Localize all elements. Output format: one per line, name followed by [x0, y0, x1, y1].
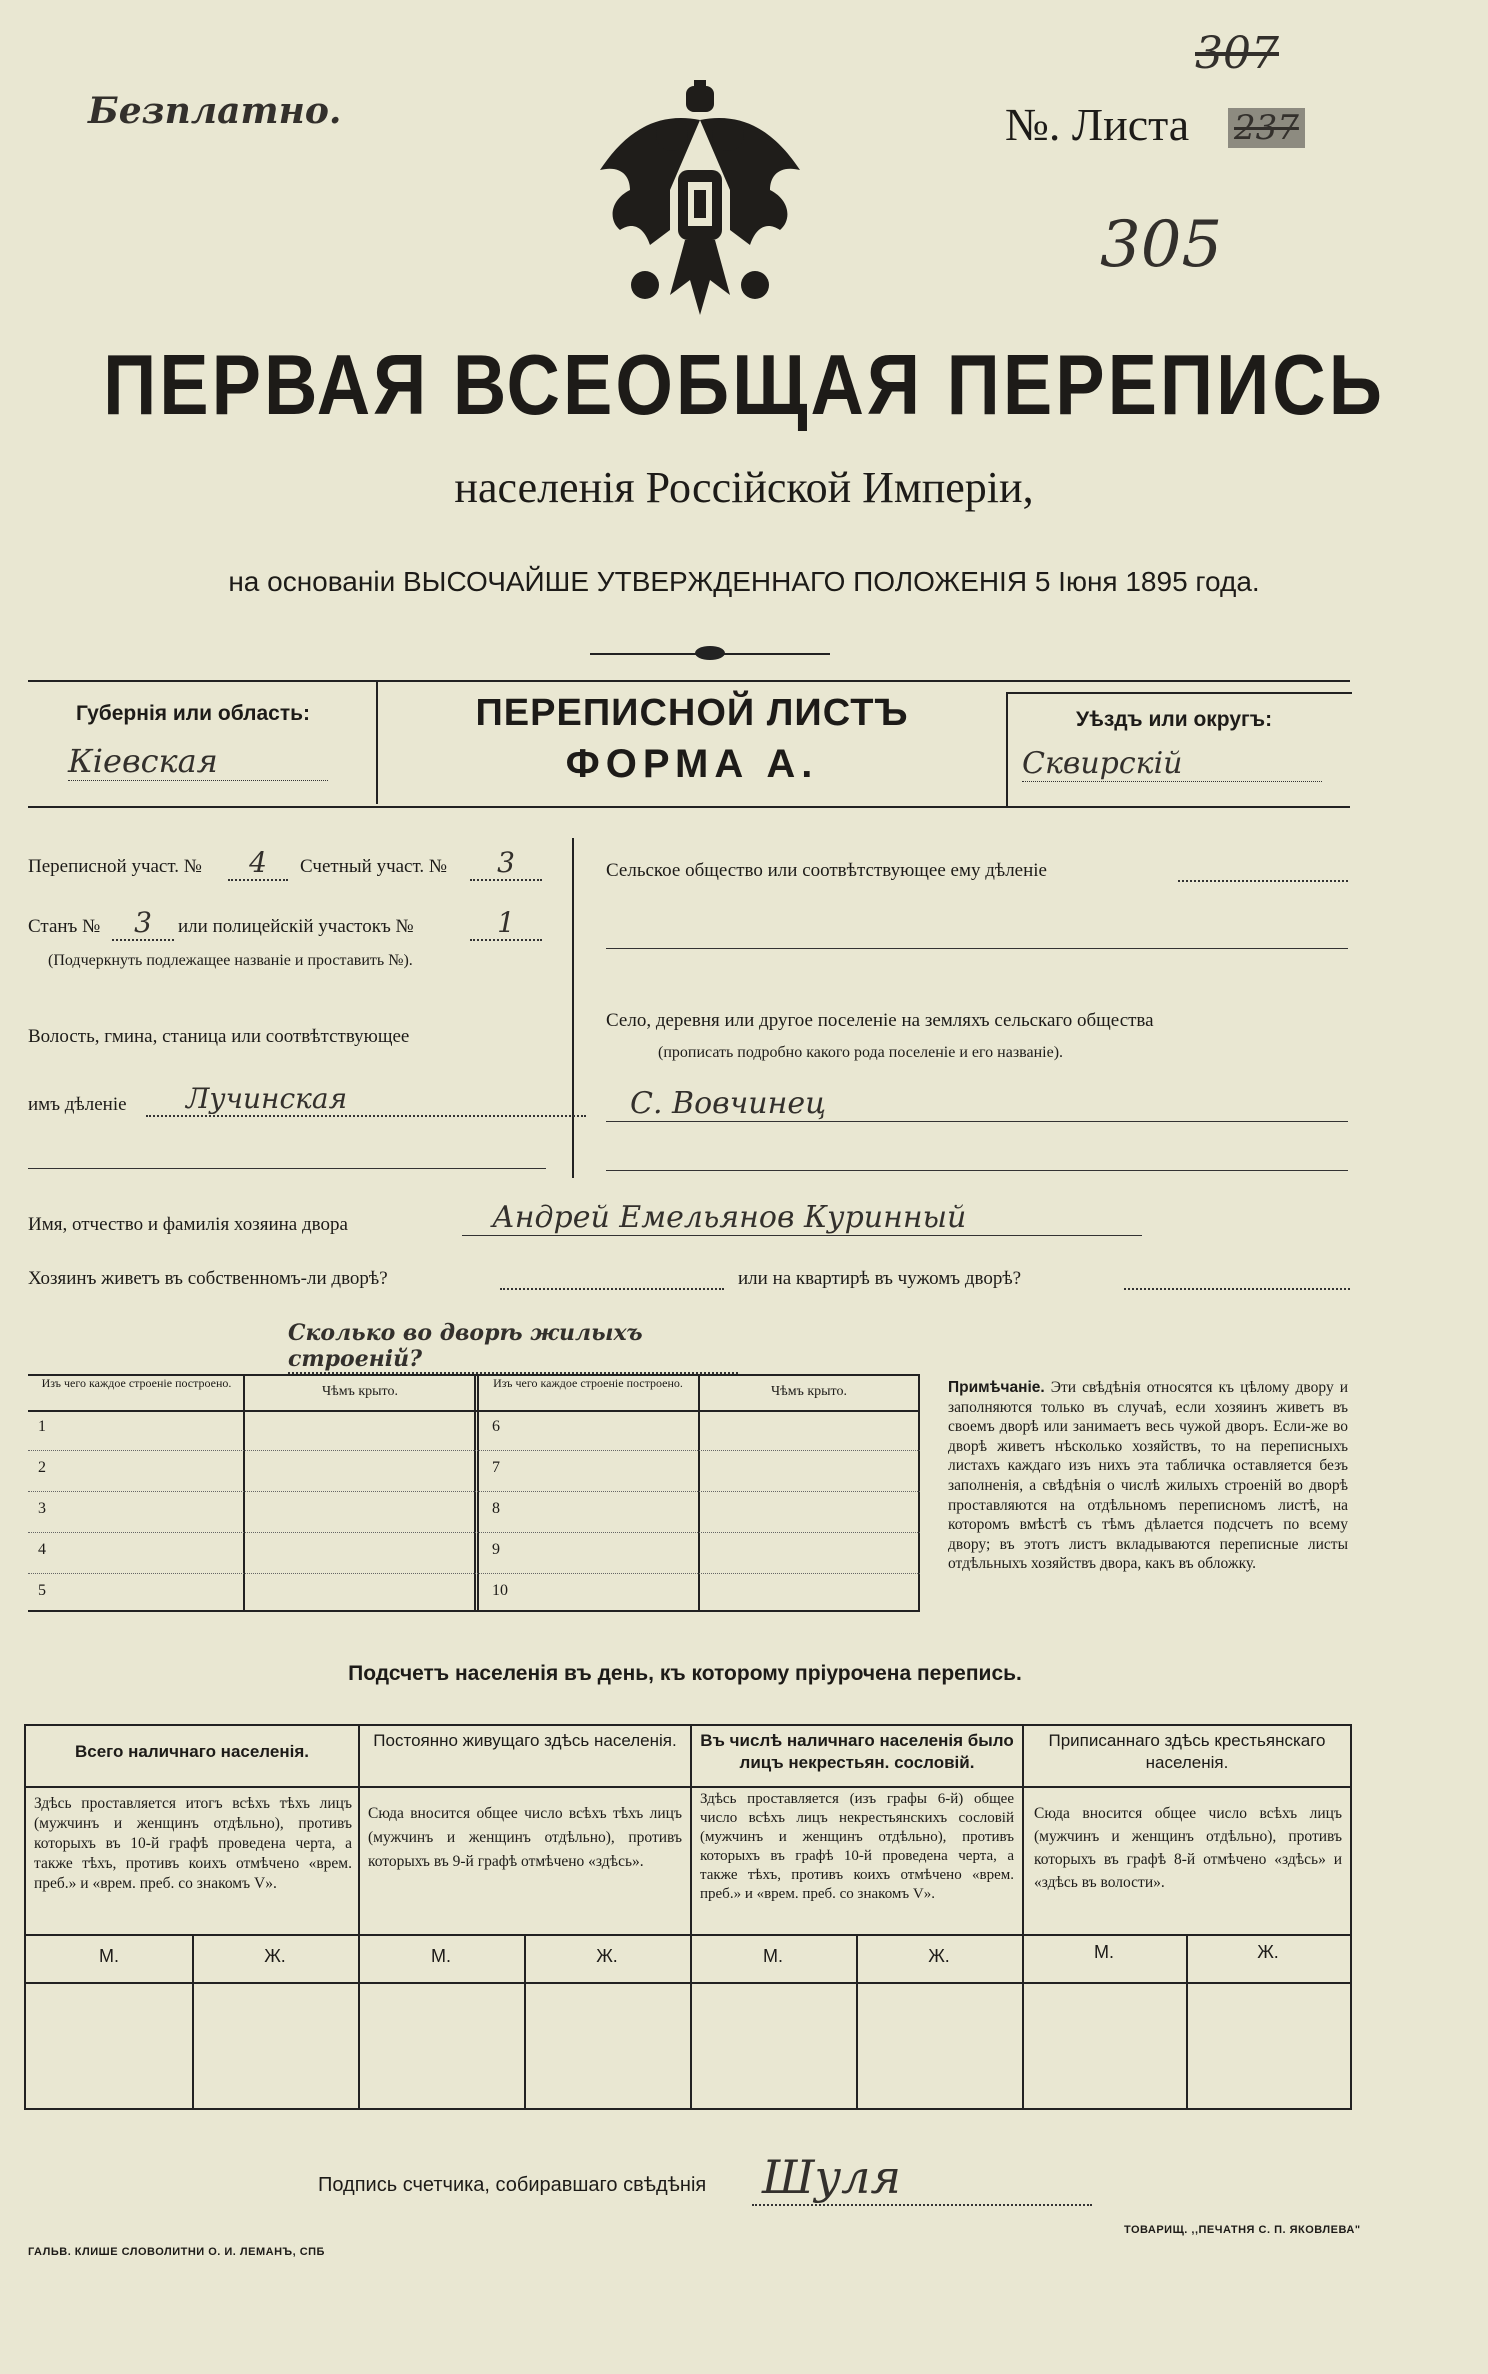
sheet-number-value: 237 [1228, 108, 1305, 148]
stan-value: 3 [112, 906, 174, 941]
volost-extra-line [28, 1168, 546, 1169]
table-row: 4 9 [28, 1533, 920, 1574]
footer-right: ТОВАРИЩ. ,,ПЕЧАТНЯ С. П. ЯКОВЛЕВА" [1124, 2224, 1361, 2236]
province-cell [28, 680, 378, 804]
fields-divider [572, 838, 574, 1178]
district-cell [1006, 692, 1352, 806]
nonpeasant-male-label: М. [763, 1946, 783, 1966]
count-col-permanent-desc: Сюда вносится общее число всѣхъ тѣхъ лицъ (мужчинъ и женщинъ отдѣльно), противъ которыхъ въ 9-й графѣ отмѣчено «здѣсь». [368, 1805, 682, 1870]
society-label: Сельское общество или соотвѣтствующее ему дѣленіе [606, 860, 1047, 881]
permanent-female-label: Ж. [596, 1946, 618, 1966]
village-extra-line [606, 1170, 1348, 1171]
table-row: 1 6 [28, 1410, 920, 1451]
owner-name-label: Имя, отчество и фамилія хозяина двора [28, 1214, 348, 1235]
signature-label: Подпись счетчика, собиравшаго свѣдѣнія [318, 2174, 707, 2196]
total-male-label: М. [99, 1946, 119, 1966]
sheet-number-label: №. Листа [1005, 99, 1190, 150]
archive-number-top: 307 [1195, 28, 1279, 79]
table-row: 2 7 [28, 1451, 920, 1492]
col-material-left: Изъ чего каждое строеніе построено. [41, 1376, 232, 1390]
province-label: Губернія или область: [76, 702, 311, 725]
buildings-question: Сколько во дворѣ жилыхъ строеній? [288, 1320, 738, 1374]
double-headed-eagle-emblem [590, 80, 810, 325]
table-row: 5 10 [38, 1582, 508, 1599]
district-value: Сквирскій [1022, 746, 1322, 782]
society-line-2 [606, 948, 1348, 949]
table-row: 3 8 [28, 1492, 920, 1533]
count-col-total-header: Всего наличнаго населенія. [75, 1742, 309, 1761]
document-title: ПЕРВАЯ ВСЕОБЩАЯ ПЕРЕПИСЬ [103, 336, 1385, 433]
document-subtitle: населенія Россійской Имперіи, [454, 463, 1034, 512]
free-label: Безплатно. [88, 90, 342, 132]
census-district-value: 4 [228, 846, 288, 881]
census-district-label: Переписной участ. № [28, 856, 202, 877]
district-label: Уѣздъ или округъ: [1076, 708, 1273, 731]
remark-block [948, 1378, 1348, 1574]
signature-value: Шуля [752, 2150, 1092, 2206]
ornament-divider [590, 650, 830, 658]
count-col-registered-desc: Сюда вносится общее число всѣхъ лицъ (мужчинъ и женщинъ отдѣльно), противъ которыхъ въ графѣ 8-й отмѣчено «здѣсь» и «здѣсь въ волости». [1034, 1805, 1342, 1891]
owner-lives-own-label: Хозяинъ живетъ въ собственномъ-ли дворѣ? [28, 1268, 388, 1289]
count-title: Подсчетъ населенія въ день, къ которому пріурочена перепись. [348, 1662, 1022, 1685]
permanent-male-label: М. [431, 1946, 451, 1966]
remark-text: Эти свѣдѣнія относятся къ цѣлому двору и заполняются только въ случаѣ, если хозяинъ живетъ въ своемъ дворѣ или занимаетъ весь чужой дворъ. Если-же во дворѣ живетъ нѣсколько хозяйствъ, то на переписныхъ листахъ каждаго изъ нихъ эта табличка оставляется безъ заполненія, а свѣдѣнія о числѣ жилыхъ строеній во дворѣ проставляются на отдѣльномъ переписномъ листѣ, на которомъ вмѣстѣ съ тѣмъ дѣлается подсчетъ по всему двору; въ этотъ листъ вкладываются переписные листы отдѣльныхъ хозяйствъ двора, какъ въ обложку. [948, 1379, 1349, 1573]
village-value: С. Вовчинец [606, 1086, 1348, 1122]
owner-lives-rent-label: или на квартирѣ въ чужомъ дворѣ? [738, 1268, 1022, 1289]
village-note: (прописать подробно какого рода поселеніе и его названіе). [658, 1044, 1064, 1061]
province-value: Кіевская [68, 742, 328, 781]
col-roof-right: Чѣмъ крыто. [771, 1384, 847, 1399]
count-table [24, 1724, 1352, 2110]
society-line [1178, 880, 1348, 882]
count-col-nonpeasant-header: Въ числѣ наличнаго населенія было лицъ некрестьян. сословій. [700, 1731, 1014, 1772]
owner-name-value: Андрей Емельянов Куринный [462, 1200, 1142, 1236]
buildings-table [28, 1374, 920, 1610]
nonpeasant-female-label: Ж. [928, 1946, 950, 1966]
registered-female-label: Ж. [1257, 1942, 1279, 1962]
count-district-label: Счетный участ. № [300, 856, 447, 877]
count-col-total-desc: Здѣсь проставляется итогъ всѣхъ тѣхъ лицъ (мужчинъ и женщинъ отдѣльно), противъ которыхъ въ 10-й графѣ проведена черта, а также тѣхъ, противъ коихъ отмѣчено «врем. преб.» и «врем. преб. со знакомъ V». [34, 1795, 352, 1892]
underline-note: (Подчеркнуть подлежащее названіе и проставить №). [48, 952, 413, 969]
legal-basis: на основаніи ВЫСОЧАЙШЕ УТВЕРЖДЕННАГО ПОЛОЖЕНІЯ 5 Іюня 1895 года. [228, 566, 1260, 597]
archive-number-mid: 305 [1100, 208, 1223, 282]
owner-lives-rent-line [1124, 1288, 1350, 1290]
registered-male-label: М. [1094, 1942, 1114, 1962]
remark-title: Примѣчаніе. [948, 1379, 1045, 1396]
stan-label: Станъ № [28, 916, 101, 937]
police-district-value: 1 [470, 906, 542, 941]
footer-left: ГАЛЬВ. КЛИШЕ СЛОВОЛИТНИ О. И. ЛЕМАНЪ, СПБ [28, 2246, 325, 2258]
count-district-value: 3 [470, 846, 542, 881]
total-female-label: Ж. [264, 1946, 286, 1966]
count-col-permanent-header: Постоянно живущаго здѣсь населенія. [373, 1731, 677, 1750]
count-col-registered-header: Приписаннаго здѣсь крестьянскаго населенія. [1048, 1731, 1326, 1772]
col-material-right: Изъ чего каждое строеніе построено. [493, 1376, 683, 1390]
owner-lives-own-line [500, 1288, 724, 1290]
col-roof-left: Чѣмъ крыто. [322, 1384, 398, 1399]
police-district-label: или полицейскій участокъ № [178, 916, 414, 937]
volost-value: Лучинская [146, 1082, 586, 1117]
volost-label: Волость, гмина, станица или соотвѣтствующее [28, 1026, 410, 1047]
sheet-title: ПЕРЕПИСНОЙ ЛИСТЪ [475, 692, 909, 734]
count-col-nonpeasant-desc: Здѣсь проставляется (изъ графы 6-й) общее число всѣхъ лицъ некрестьянскихъ сословій (мужчинъ и женщинъ отдѣльно), противъ которыхъ въ графѣ 10-й проведена черта, а также тѣхъ, противъ коихъ отмѣчено «врем. преб.» и «врем. преб. со знакомъ V». [700, 1791, 1014, 1902]
volost-label-2: имъ дѣленіе [28, 1094, 127, 1115]
form-name: ФОРМА А. [565, 742, 819, 786]
village-label: Село, деревня или другое поселеніе на земляхъ сельскаго общества [606, 1010, 1154, 1031]
